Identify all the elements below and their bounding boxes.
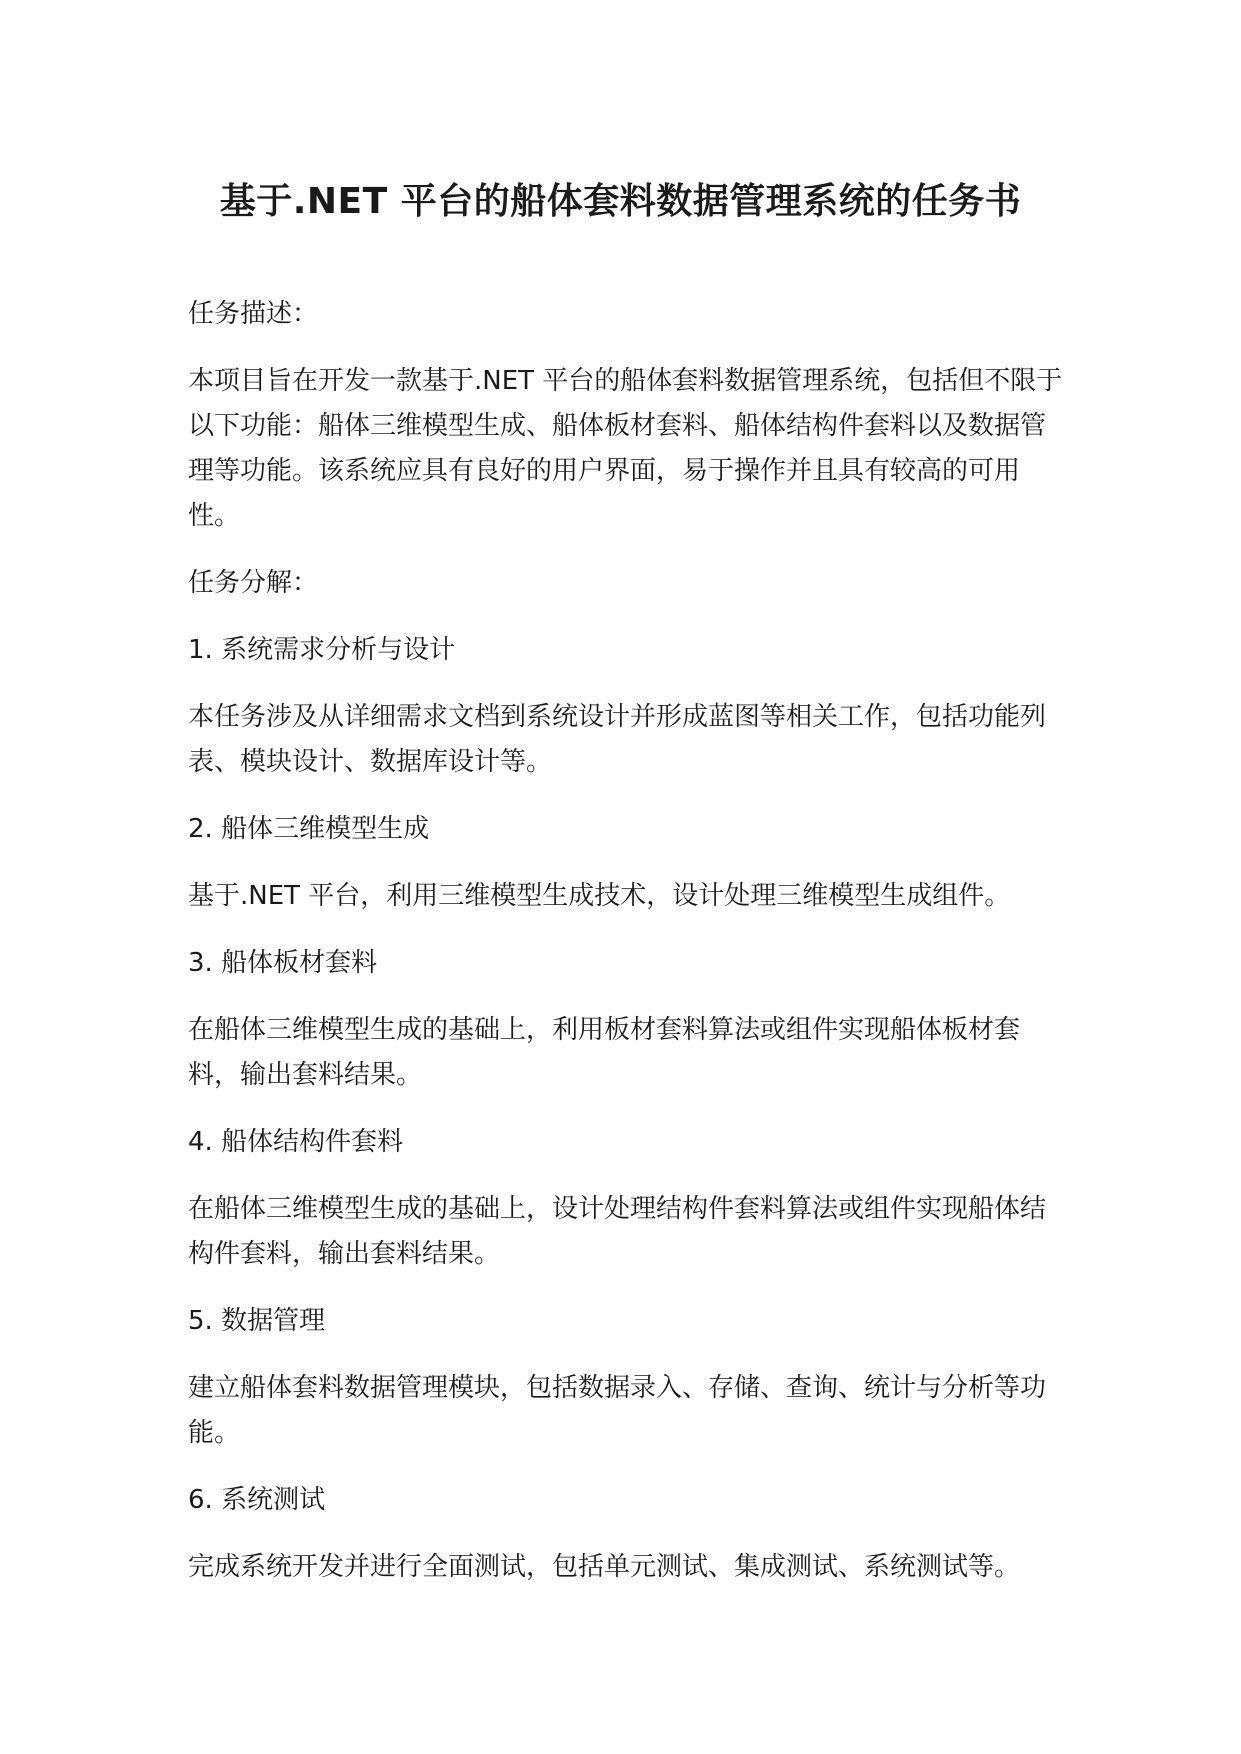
- task-breakdown-label: 任务分解：: [188, 568, 319, 598]
- section-heading-4: 4. 船体结构件套料: [188, 1127, 404, 1157]
- section-heading-2: 2. 船体三维模型生成: [188, 814, 430, 844]
- section-body-2: 基于.NET 平台，利用三维模型生成技术，设计处理三维模型生成组件。: [188, 881, 1011, 911]
- task-description-label: 任务描述：: [188, 299, 319, 329]
- section-heading-1: 1. 系统需求分析与设计: [188, 635, 456, 665]
- task-description-text: 本项目旨在开发一款基于.NET 平台的船体套料数据管理系统，包括但不限于以下功能：船体三维模型生成、船体板材套料、船体结构件套料以及数据管理等功能。该系统应具有良好的用户界面，易于操作并且具有较高的可用性。: [188, 366, 1063, 531]
- section-heading-5: 5. 数据管理: [188, 1306, 326, 1336]
- section-body-6: 完成系统开发并进行全面测试，包括单元测试、集成测试、系统测试等。: [188, 1552, 1021, 1582]
- section-heading-6: 6. 系统测试: [188, 1485, 326, 1515]
- section-body-3: 在船体三维模型生成的基础上，利用板材套料算法或组件实现船体板材套料，输出套料结果。: [188, 1015, 1021, 1090]
- section-body-4: 在船体三维模型生成的基础上，设计处理结构件套料算法或组件实现船体结构件套料，输出套料结果。: [188, 1194, 1047, 1269]
- section-heading-3: 3. 船体板材套料: [188, 948, 378, 978]
- section-body-5: 建立船体套料数据管理模块，包括数据录入、存储、查询、统计与分析等功能。: [188, 1373, 1047, 1448]
- document-body: [188, 292, 1068, 1612]
- document-title: 基于.NET 平台的船体套料数据管理系统的任务书: [219, 181, 1022, 222]
- section-body-1: 本任务涉及从详细需求文档到系统设计并形成蓝图等相关工作，包括功能列表、模块设计、数据库设计等。: [188, 702, 1047, 777]
